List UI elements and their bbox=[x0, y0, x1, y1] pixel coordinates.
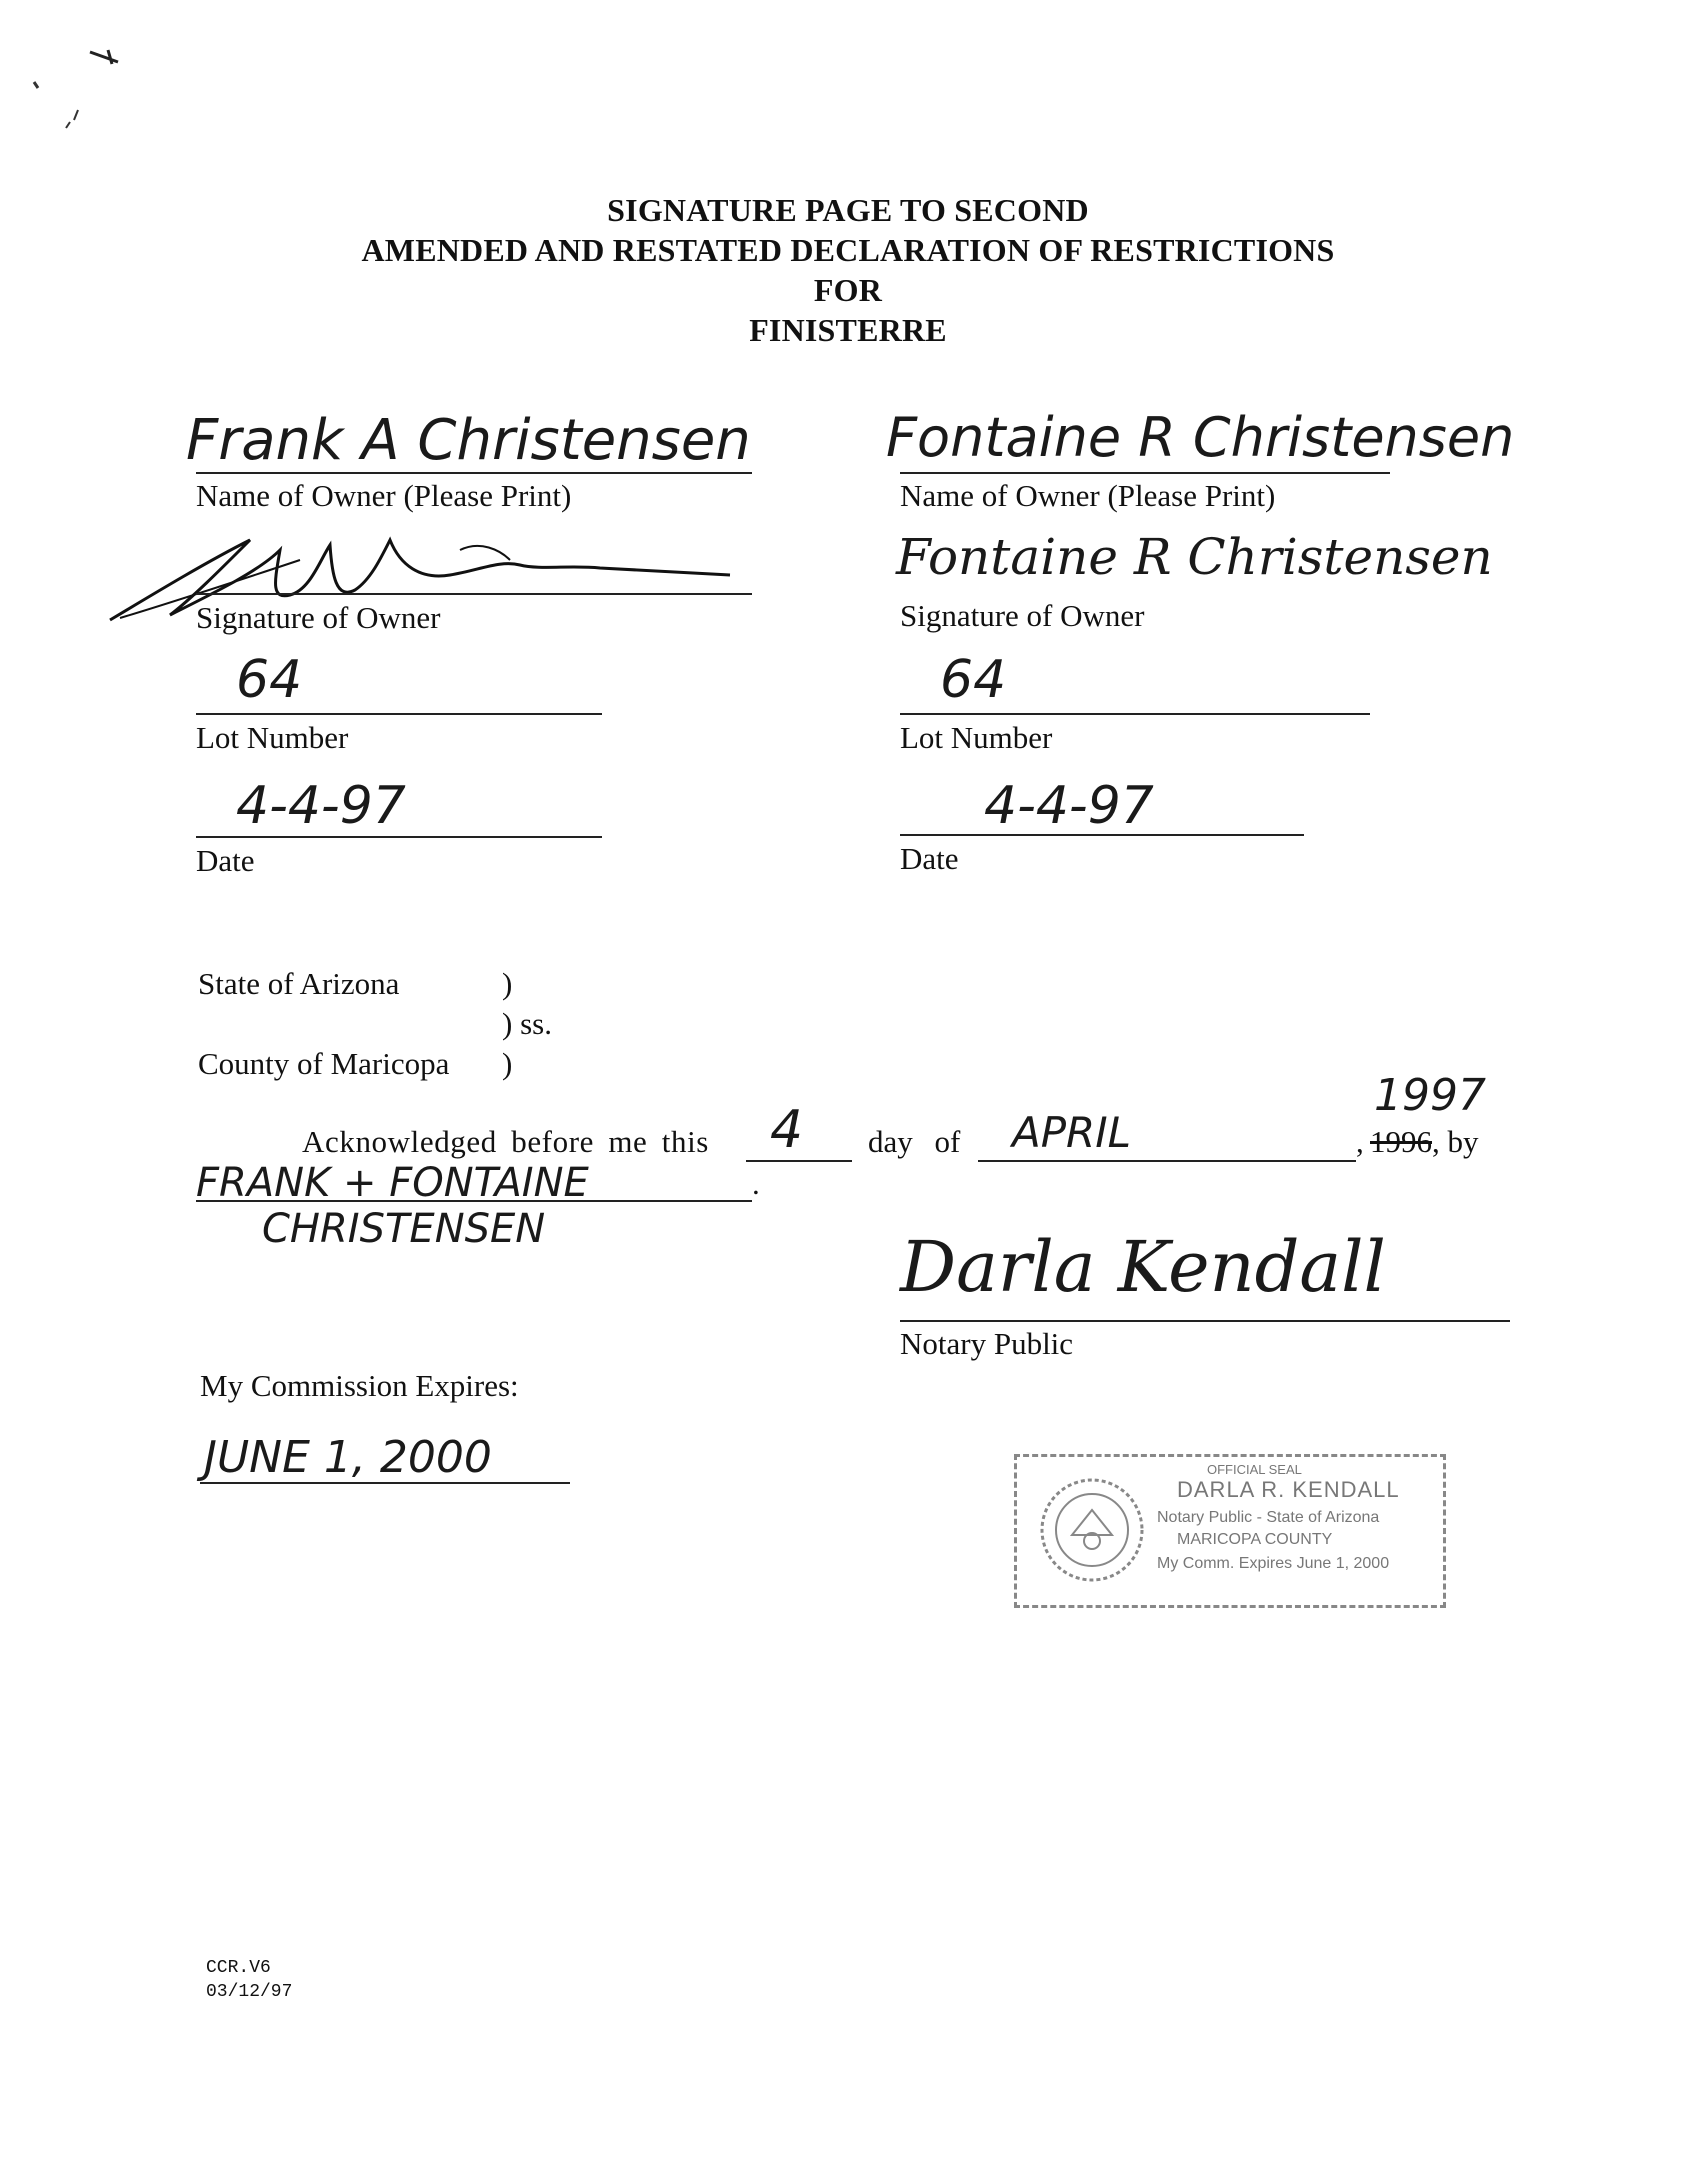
left-lot-line bbox=[196, 713, 602, 715]
left-lot-value: 64 bbox=[236, 650, 303, 710]
notary-seal-stamp bbox=[1014, 1454, 1446, 1608]
ack-month-line bbox=[978, 1160, 1356, 1162]
ack-year-handwritten: 1997 bbox=[1374, 1070, 1486, 1121]
seal-line-3: Notary Public - State of Arizona bbox=[1157, 1509, 1380, 1526]
title-line-2: AMENDED AND RESTATED DECLARATION OF RESTRICTIONS bbox=[361, 232, 1335, 268]
footer-date: 03/12/97 bbox=[206, 1982, 293, 2002]
right-date-value: 4-4-97 bbox=[984, 776, 1154, 836]
right-lot-line bbox=[900, 713, 1370, 715]
right-name-line bbox=[900, 472, 1390, 474]
commission-label: My Commission Expires: bbox=[200, 1368, 519, 1403]
venue-county: County of Maricopa bbox=[198, 1046, 450, 1081]
ack-month-value: APRIL bbox=[1012, 1108, 1132, 1157]
ack-day-of: day of bbox=[868, 1124, 961, 1159]
notary-label: Notary Public bbox=[900, 1326, 1074, 1361]
left-name-line bbox=[196, 472, 752, 474]
page-title bbox=[0, 190, 1696, 350]
venue-paren-1: ) bbox=[502, 966, 513, 1001]
seal-line-2: DARLA R. KENDALL bbox=[1177, 1477, 1400, 1502]
ack-period: . bbox=[752, 1166, 760, 1201]
right-lot-value: 64 bbox=[940, 650, 1007, 710]
left-lot-label: Lot Number bbox=[196, 720, 349, 755]
notary-signature: Darla Kendall bbox=[900, 1226, 1386, 1308]
ack-day-line bbox=[746, 1160, 852, 1162]
title-line-1: SIGNATURE PAGE TO SECOND bbox=[607, 192, 1089, 228]
ack-comma: , bbox=[1356, 1124, 1364, 1159]
commission-line bbox=[200, 1482, 570, 1484]
ack-name-line-2: CHRISTENSEN bbox=[262, 1206, 546, 1252]
venue-paren-2: ) bbox=[502, 1046, 513, 1081]
left-signature-label: Signature of Owner bbox=[196, 600, 441, 635]
ack-prefix: Acknowledged before me this bbox=[302, 1124, 709, 1159]
scan-marks bbox=[20, 40, 130, 140]
footer-code: CCR.V6 bbox=[206, 1958, 271, 1978]
left-signature-line bbox=[196, 593, 752, 595]
left-date-label: Date bbox=[196, 843, 255, 878]
right-printed-name: Fontaine R Christensen bbox=[886, 406, 1515, 469]
seal-line-1: OFFICIAL SEAL bbox=[1207, 1462, 1302, 1477]
left-date-value: 4-4-97 bbox=[236, 776, 406, 836]
right-lot-label: Lot Number bbox=[900, 720, 1053, 755]
left-name-label: Name of Owner (Please Print) bbox=[196, 478, 572, 513]
right-date-label: Date bbox=[900, 841, 959, 876]
ack-year-printed: 1996 bbox=[1370, 1124, 1432, 1159]
title-line-3: FOR bbox=[813, 272, 883, 308]
title-line-4: FINISTERRE bbox=[749, 312, 947, 348]
notary-signature-line bbox=[900, 1320, 1510, 1322]
right-owner-signature: Fontaine R Christensen bbox=[896, 528, 1493, 586]
ack-day-value: 4 bbox=[770, 1100, 804, 1160]
right-signature-label: Signature of Owner bbox=[900, 598, 1145, 633]
left-date-line bbox=[196, 836, 602, 838]
arizona-seal-icon bbox=[1037, 1475, 1147, 1585]
commission-value: JUNE 1, 2000 bbox=[204, 1432, 492, 1483]
ack-by: , by bbox=[1432, 1124, 1479, 1159]
right-name-label: Name of Owner (Please Print) bbox=[900, 478, 1276, 513]
ack-name-line bbox=[196, 1200, 752, 1202]
venue-state: State of Arizona bbox=[198, 966, 400, 1001]
ack-name-line-1: FRANK + FONTAINE bbox=[196, 1160, 589, 1206]
venue-ss: ) ss. bbox=[502, 1006, 552, 1041]
right-date-line bbox=[900, 834, 1304, 836]
seal-line-4: MARICOPA COUNTY bbox=[1177, 1531, 1333, 1548]
left-printed-name: Frank A Christensen bbox=[186, 408, 751, 473]
seal-line-5: My Comm. Expires June 1, 2000 bbox=[1157, 1555, 1390, 1572]
